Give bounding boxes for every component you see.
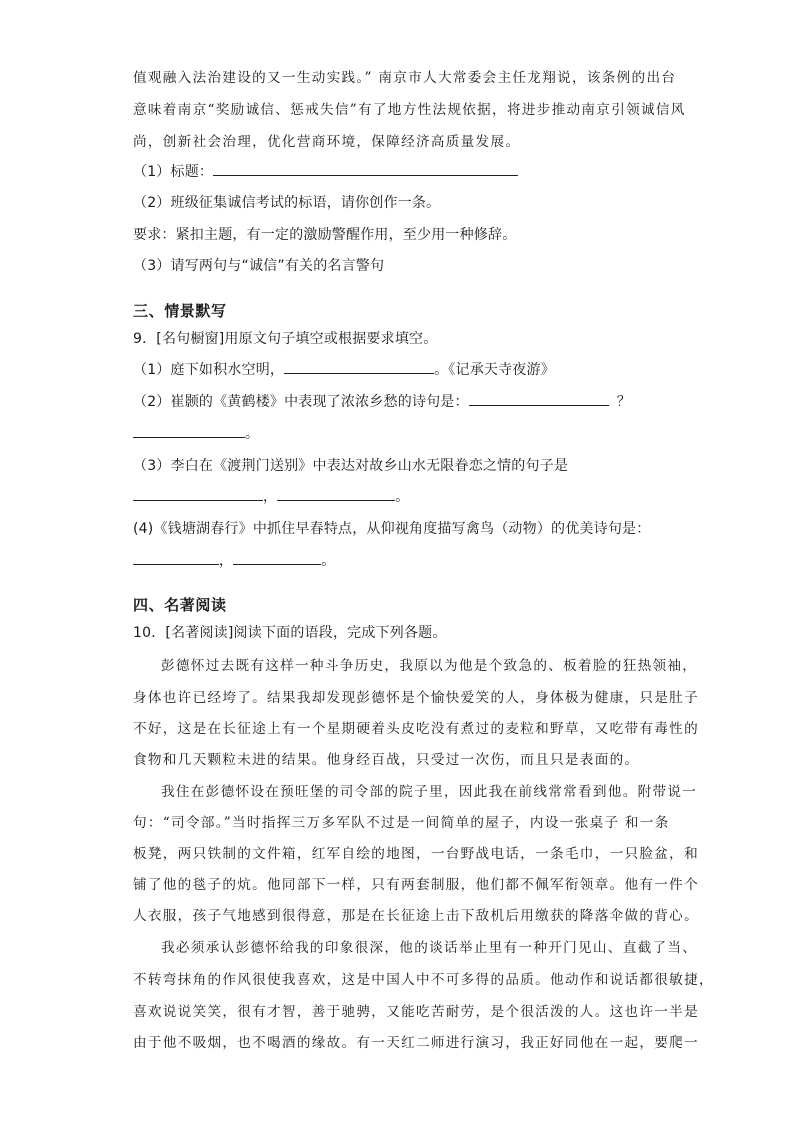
q9-item-2-cont	[133, 423, 259, 443]
reading-para-3-line-1: 我必须承认彭德怀给我的印象很深，他的谈话举止里有一种开门见山、直截了当、	[161, 940, 698, 956]
q9-item-2-blank-1[interactable]	[469, 393, 609, 406]
q9-item-1	[133, 359, 555, 379]
q9-item-2-blank-2[interactable]	[133, 425, 245, 438]
q9-item-1-blank[interactable]	[284, 361, 434, 374]
q9-item-4-cont	[133, 550, 335, 570]
reading-para-2-line-2: 句：“司令部。”当时指挥三万多军队不过是一间简单的屋子，内设一张桌子 和一条	[133, 815, 670, 831]
q9-stem: 9．[名句橱窗]用原文句子填空或根据要求填空。	[133, 331, 438, 347]
q8-title-blank[interactable]	[213, 163, 518, 176]
reading-para-2-line-1: 我住在彭德怀设在预旺堡的司令部的院子里，因此我在前线常常看到他。附带说一	[161, 784, 698, 800]
q9-item-3-blank-1[interactable]	[133, 488, 263, 501]
q8-requirement: 要求：紧扣主题，有一定的激励警醒作用，至少用一种修辞。	[133, 227, 517, 243]
q9-item-2-text: （2）崔颢的《黄鹤楼》中表现了浓浓乡愁的诗句是：	[133, 394, 469, 410]
q10-stem: 10．[名著阅读]阅读下面的语段，完成下列各题。	[133, 625, 447, 641]
q9-item-3-end: 。	[395, 489, 410, 505]
q9-item-2	[133, 391, 631, 411]
reading-para-1-line-4: 食物和几天颗粒未进的结果。他身经百战，只受过一次伤，而且只是表面的。	[133, 752, 640, 768]
q8-sub1-label: （1）标题：	[133, 164, 214, 180]
q9-item-3-comma: ，	[263, 489, 278, 505]
passage-line-2: 意味着南京“奖励诚信、惩戒失信”有了地方性法规依据，将进步推动南京引领诚信风	[133, 102, 686, 118]
q9-item-4-blank-2[interactable]	[233, 552, 321, 565]
q9-item-2-end: 。	[245, 426, 260, 442]
q9-item-1-text: （1）庭下如积水空明，	[133, 362, 285, 378]
q9-item-3: （3）李白在《渡荆门送别》中表达对故乡山水无限眷恋之情的句子是	[133, 458, 569, 474]
q9-item-3-cont	[133, 486, 409, 506]
section-4-title: 四、名著阅读	[133, 596, 227, 614]
q8-sub1	[133, 161, 518, 181]
reading-para-3-line-3: 喜欢说说笑笑，很有才智，善于驰骋，又能吃苦耐劳，是个很活泼的人。这也许一半是	[133, 1004, 699, 1020]
q9-item-4-comma: ，	[219, 553, 234, 569]
reading-para-2-line-4: 铺了他的毯子的炕。他同部下一样，只有两套制服，他们都不佩军衔领章。他有一件个	[133, 877, 699, 893]
q8-sub3: （3）请写两句与“诚信”有关的名言警句	[133, 258, 385, 274]
q9-item-4-blank-1[interactable]	[133, 552, 219, 565]
q9-item-3-blank-2[interactable]	[277, 488, 395, 501]
reading-para-3-line-2: 不转弯抹角的作风很使我喜欢，这是中国人中不可多得的品质。他动作和说话都很敏捷，	[133, 972, 714, 988]
q9-item-2-question-mark: ？	[616, 394, 631, 410]
reading-para-3-line-4: 由于他不吸烟，也不喝酒的缘故。有一天红二师进行演习，我正好同他在一起，要爬一	[133, 1035, 699, 1051]
section-3-title: 三、情景默写	[133, 302, 227, 320]
reading-para-2-line-5: 人衣服，孩子气地感到很得意，那是在长征途上击下敌机后用缴获的降落伞做的背心。	[133, 908, 699, 924]
q9-item-4: (4)《钱塘湖春行》中抓住早春特点，从仰视角度描写禽鸟（动物）的优美诗句是：	[133, 521, 651, 537]
reading-para-1-line-3: 不好，这是在长征途上有一个星期硬着头皮吃没有煮过的麦粒和野草，又吃带有毒性的	[133, 721, 699, 737]
reading-para-2-line-3: 板凳，两只铁制的文件箱，红军自绘的地图，一台野战电话，一条毛巾，一只脸盆，和	[133, 846, 699, 862]
passage-line-1: 值观融入法治建设的又一生动实践。” 南京市人大常委会主任龙翔说，该条例的出台	[133, 70, 677, 86]
reading-para-1-line-1: 彭德怀过去既有这样一种斗争历史，我原以为他是个致急的、板着脸的狂热领袖，	[161, 658, 698, 674]
q9-item-4-end: 。	[321, 553, 336, 569]
q8-sub2: （2）班级征集诚信考试的标语，请你创作一条。	[133, 195, 441, 211]
reading-para-1-line-2: 身体也许已经垮了。结果我却发现彭德怀是个愉快爱笑的人，身体极为健康，只是肚子	[133, 690, 699, 706]
passage-line-3: 尚，创新社会治理，优化营商环境，保障经济高质量发展。	[133, 134, 521, 150]
q9-item-1-source: 。《记承天寺夜游》	[434, 362, 555, 378]
